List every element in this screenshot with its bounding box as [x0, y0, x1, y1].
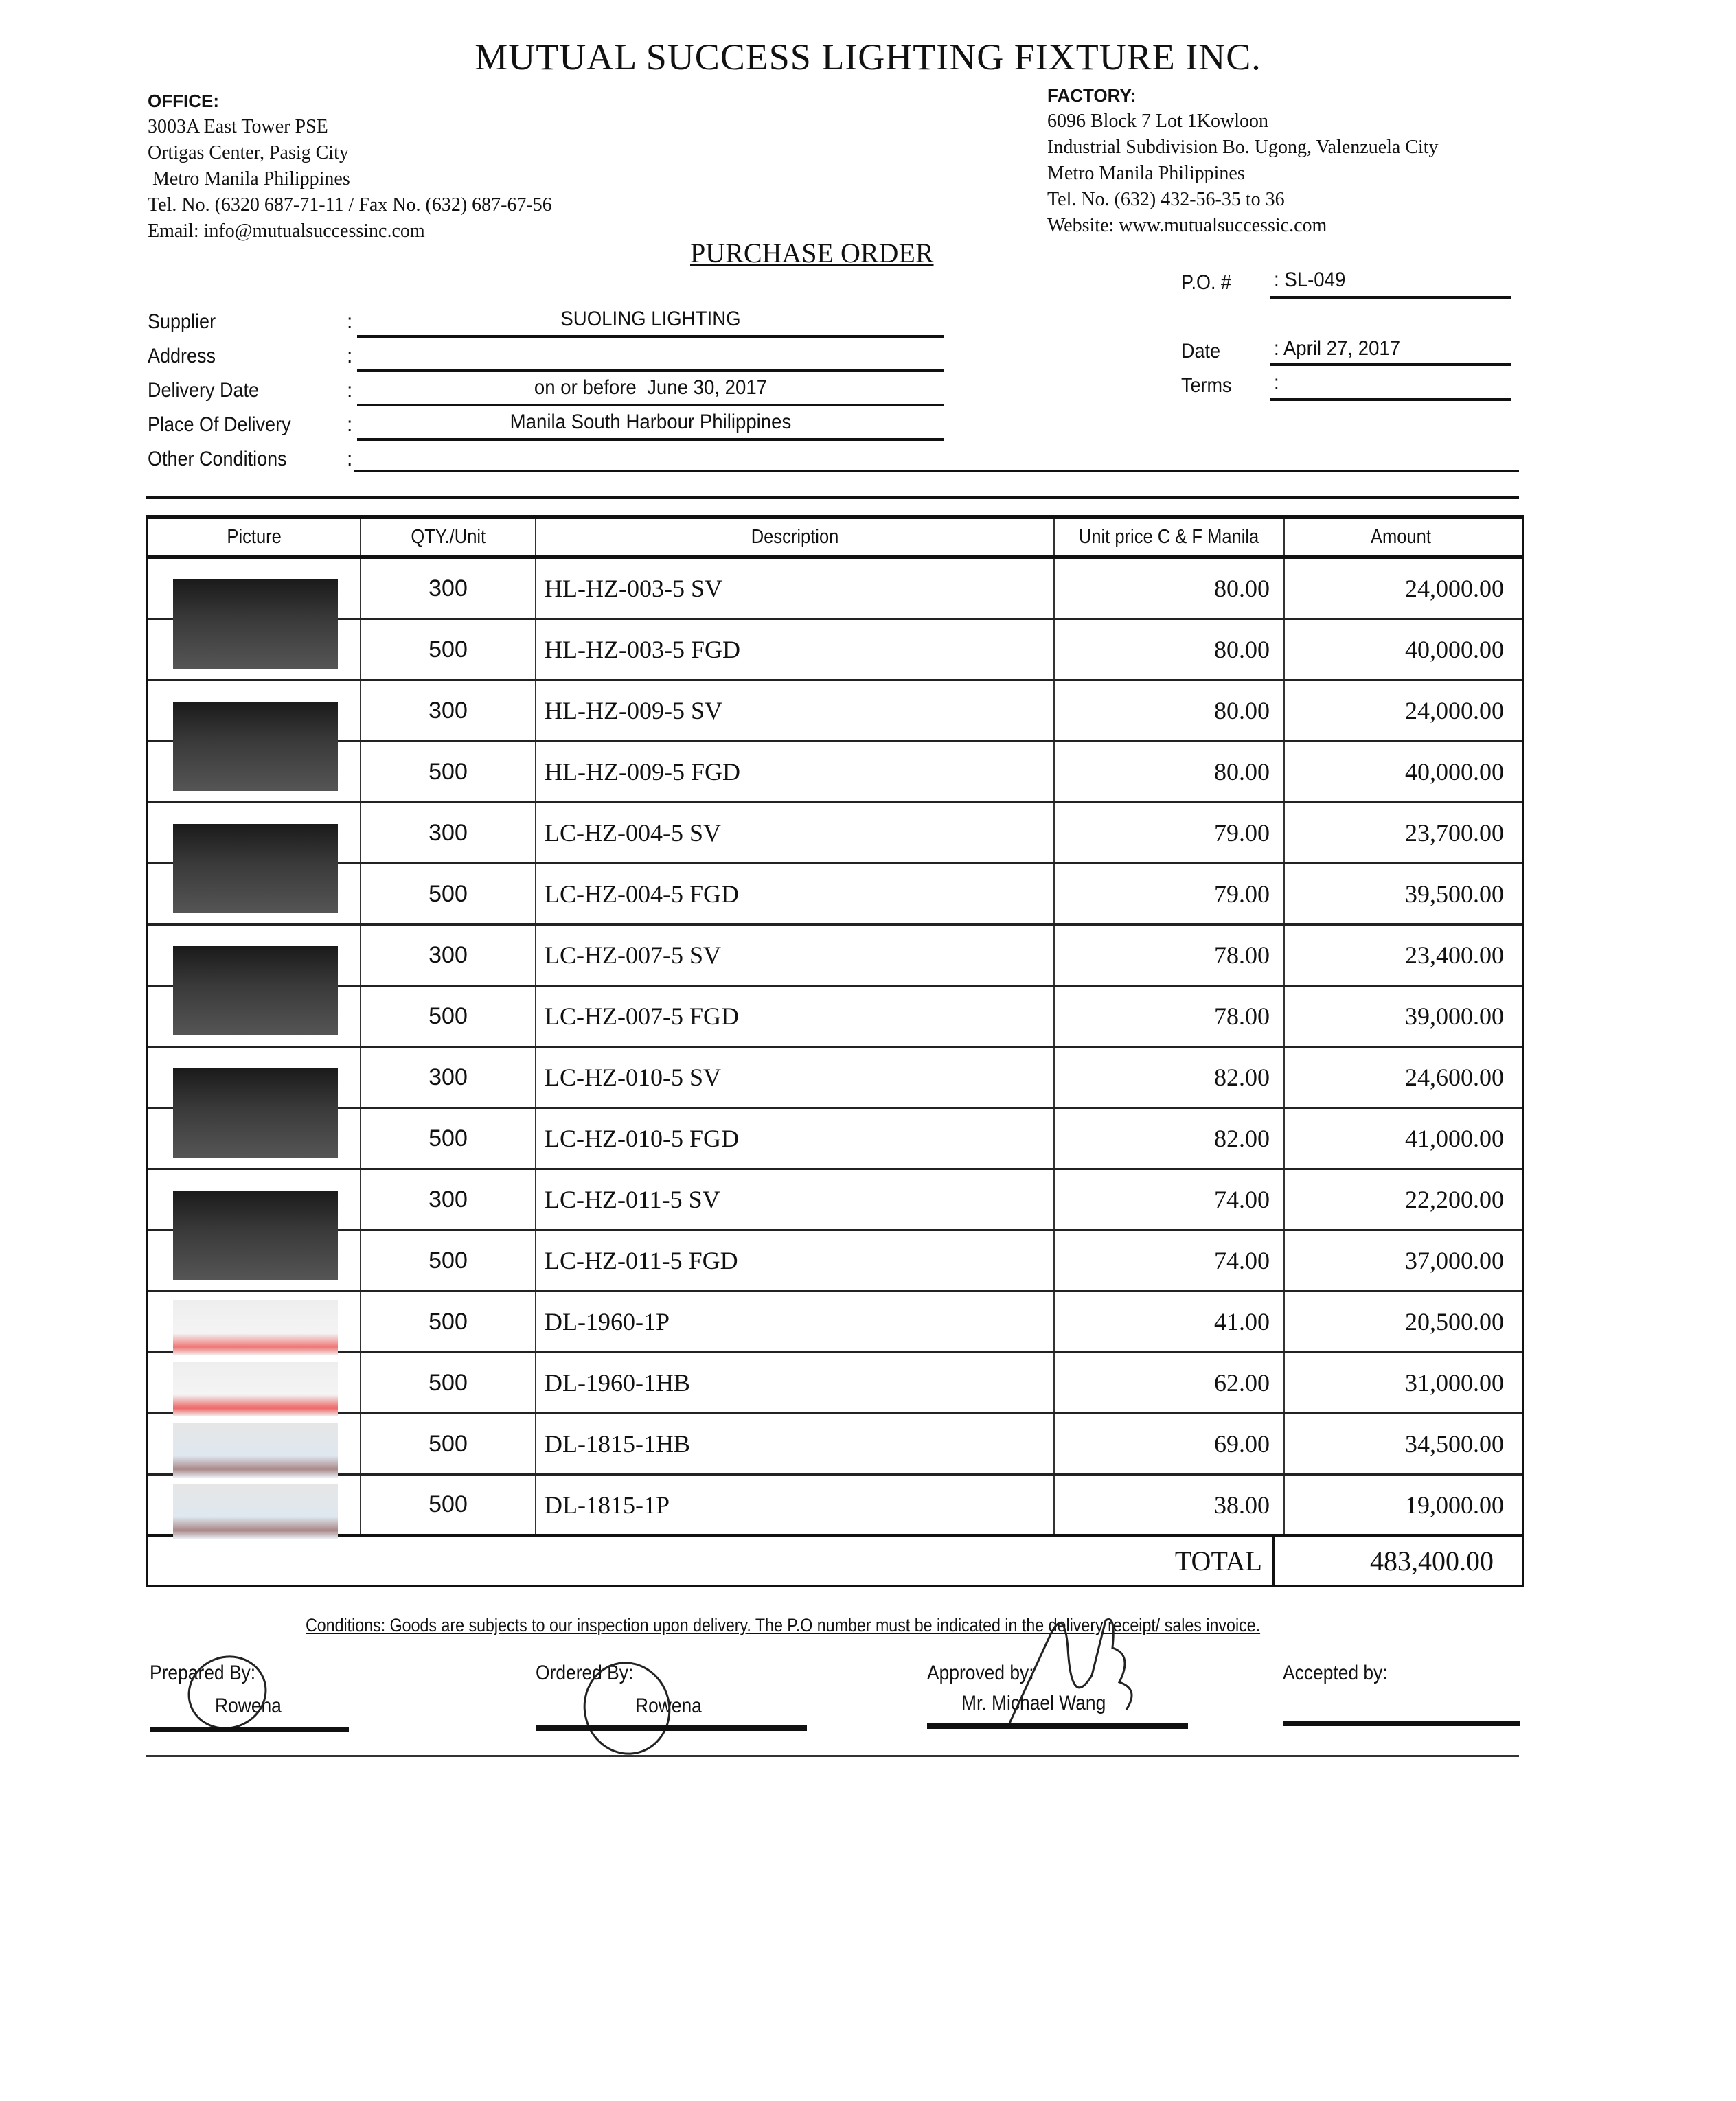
signature-line — [927, 1723, 1188, 1729]
qty-cell: 500 — [361, 1353, 536, 1412]
column-header-description: Description — [536, 519, 1055, 555]
office-heading: OFFICE: — [148, 91, 219, 111]
unit-price-cell: 80.00 — [1055, 559, 1285, 618]
delivery-date-underline — [357, 404, 944, 406]
description-cell: DL-1815-1HB — [536, 1414, 1055, 1473]
factory-address-block — [1047, 82, 1439, 239]
total-label: TOTAL — [148, 1537, 1275, 1585]
date-underline — [1270, 363, 1511, 366]
total-amount: 483,400.00 — [1370, 1545, 1494, 1576]
unit-price-cell: 74.00 — [1055, 1170, 1285, 1229]
column-header-qty: QTY./Unit — [361, 519, 536, 555]
table-row — [148, 987, 1522, 1048]
other-conditions-colon: : — [347, 448, 353, 470]
unit-price-cell: 82.00 — [1055, 1109, 1285, 1168]
factory-line: Metro Manila Philippines — [1047, 163, 1245, 184]
po-number-label: P.O. # — [1181, 271, 1232, 294]
chandelier-photo-lc-hz-011 — [173, 1191, 338, 1280]
amount-cell: 20,500.00 — [1405, 1308, 1504, 1335]
table-header-row — [148, 519, 1522, 559]
date-value: : April 27, 2017 — [1274, 337, 1401, 360]
qty-cell: 500 — [361, 1231, 536, 1290]
unit-price-cell: 80.00 — [1055, 620, 1285, 679]
address-colon: : — [347, 345, 353, 367]
po-number-value: : SL-049 — [1274, 268, 1346, 291]
signature-ordered-by — [536, 1662, 824, 1737]
column-header-amount: Amount — [1370, 526, 1431, 548]
place-of-delivery-value: Manila South Harbour Philippines — [510, 411, 792, 433]
table-row — [148, 1476, 1522, 1537]
table-row — [148, 803, 1522, 864]
line-items-table — [146, 515, 1524, 1587]
description-cell: LC-HZ-004-5 SV — [536, 803, 1055, 862]
amount-cell: 23,700.00 — [1405, 819, 1504, 847]
description-cell: HL-HZ-009-5 FGD — [536, 742, 1055, 801]
approved-by-name: Mr. Michael Wang — [961, 1692, 1106, 1714]
unit-price-cell: 79.00 — [1055, 803, 1285, 862]
qty-cell: 500 — [361, 620, 536, 679]
unit-price-cell: 80.00 — [1055, 681, 1285, 740]
table-row — [148, 559, 1522, 620]
section-divider — [146, 496, 1519, 499]
amount-cell: 34,500.00 — [1405, 1430, 1504, 1458]
date-label: Date — [1181, 340, 1221, 363]
chandelier-photo-lc-hz-007 — [173, 946, 338, 1035]
description-cell: LC-HZ-011-5 FGD — [536, 1231, 1055, 1290]
place-of-delivery-underline — [357, 438, 944, 441]
office-phone: Tel. No. (6320 687-71-11 / Fax No. (632) 687-67-56 — [148, 194, 552, 216]
accepted-by-label: Accepted by: — [1283, 1662, 1388, 1684]
pendant-photo-dl-1815-1p — [173, 1484, 338, 1539]
terms-underline — [1270, 398, 1511, 401]
factory-phone: Tel. No. (632) 432-56-35 to 36 — [1047, 189, 1285, 210]
office-line: Metro Manila Philippines — [148, 168, 350, 190]
unit-price-cell: 82.00 — [1055, 1048, 1285, 1107]
description-cell: LC-HZ-010-5 FGD — [536, 1109, 1055, 1168]
conditions-note: Conditions: Goods are subjects to our inspection upon delivery. The P.O number must be indicated in the delivery receipt/ sales invoice. — [306, 1615, 1261, 1635]
factory-website: Website: www.mutualsuccessic.com — [1047, 215, 1327, 236]
description-cell: LC-HZ-010-5 SV — [536, 1048, 1055, 1107]
total-row — [148, 1537, 1522, 1585]
terms-label: Terms — [1181, 374, 1232, 397]
terms-value: : — [1274, 371, 1279, 394]
amount-cell: 19,000.00 — [1405, 1491, 1504, 1519]
ordered-by-name: Rowena — [635, 1695, 702, 1717]
unit-price-cell: 78.00 — [1055, 926, 1285, 985]
approved-by-label: Approved by: — [927, 1662, 1034, 1684]
table-body — [148, 559, 1522, 1537]
company-name: MUTUAL SUCCESS LIGHTING FIXTURE INC. — [475, 36, 1261, 78]
description-cell: DL-1960-1P — [536, 1292, 1055, 1351]
amount-cell: 24,000.00 — [1405, 575, 1504, 602]
supplier-value: SUOLING LIGHTING — [560, 308, 741, 330]
chandelier-photo-hl-hz-009 — [173, 702, 338, 791]
signature-scribble-icon — [1003, 1607, 1154, 1730]
description-cell: LC-HZ-011-5 SV — [536, 1170, 1055, 1229]
office-address-block — [148, 88, 552, 244]
unit-price-cell: 69.00 — [1055, 1414, 1285, 1473]
amount-cell: 24,000.00 — [1405, 697, 1504, 724]
po-number-underline — [1270, 296, 1511, 299]
description-cell: HL-HZ-003-5 FGD — [536, 620, 1055, 679]
qty-cell: 500 — [361, 1292, 536, 1351]
qty-cell: 300 — [361, 926, 536, 985]
description-cell: HL-HZ-009-5 SV — [536, 681, 1055, 740]
amount-cell: 39,000.00 — [1405, 1002, 1504, 1030]
column-header-unit-price: Unit price C & F Manila — [1055, 519, 1285, 555]
amount-cell: 31,000.00 — [1405, 1369, 1504, 1397]
qty-cell: 300 — [361, 1048, 536, 1107]
table-row — [148, 1414, 1522, 1476]
chandelier-photo-lc-hz-010 — [173, 1068, 338, 1158]
signature-line — [150, 1727, 349, 1732]
factory-line: Industrial Subdivision Bo. Ugong, Valenzuela City — [1047, 137, 1439, 158]
qty-cell: 500 — [361, 742, 536, 801]
table-row — [148, 681, 1522, 742]
supplier-underline — [357, 335, 944, 338]
table-row — [148, 926, 1522, 987]
qty-cell: 300 — [361, 1170, 536, 1229]
table-row — [148, 1353, 1522, 1414]
amount-cell: 39,500.00 — [1405, 880, 1504, 908]
qty-cell: 500 — [361, 1109, 536, 1168]
table-row — [148, 1109, 1522, 1170]
unit-price-cell: 80.00 — [1055, 742, 1285, 801]
delivery-date-label: Delivery Date — [148, 379, 260, 402]
supplier-colon: : — [347, 310, 353, 333]
factory-heading: FACTORY: — [1047, 85, 1137, 106]
signature-line — [536, 1725, 807, 1731]
amount-cell: 40,000.00 — [1405, 758, 1504, 785]
address-label: Address — [148, 345, 216, 367]
document-title: PURCHASE ORDER — [690, 238, 934, 268]
pendant-photo-dl-1960-1p — [173, 1300, 338, 1355]
other-conditions-label: Other Conditions — [148, 448, 287, 470]
qty-cell: 300 — [361, 559, 536, 618]
unit-price-cell: 38.00 — [1055, 1476, 1285, 1534]
amount-cell: 22,200.00 — [1405, 1186, 1504, 1213]
amount-cell: 41,000.00 — [1405, 1125, 1504, 1152]
description-cell: LC-HZ-007-5 SV — [536, 926, 1055, 985]
supplier-label: Supplier — [148, 310, 216, 333]
qty-cell: 300 — [361, 803, 536, 862]
signature-accepted-by — [1283, 1662, 1523, 1737]
qty-cell: 500 — [361, 1476, 536, 1534]
unit-price-cell: 41.00 — [1055, 1292, 1285, 1351]
address-underline — [357, 369, 944, 372]
place-of-delivery-label: Place Of Delivery — [148, 413, 291, 436]
place-of-delivery-colon: : — [347, 413, 353, 436]
table-row — [148, 864, 1522, 926]
amount-cell: 40,000.00 — [1405, 636, 1504, 663]
other-conditions-underline — [354, 470, 1519, 472]
qty-cell: 500 — [361, 987, 536, 1046]
table-row — [148, 742, 1522, 803]
qty-cell: 500 — [361, 864, 536, 923]
description-cell: DL-1815-1P — [536, 1476, 1055, 1534]
office-line: 3003A East Tower PSE — [148, 116, 328, 137]
unit-price-cell: 62.00 — [1055, 1353, 1285, 1412]
chandelier-photo-lc-hz-004 — [173, 824, 338, 913]
description-cell: HL-HZ-003-5 SV — [536, 559, 1055, 618]
signature-prepared-by — [150, 1662, 356, 1737]
office-line: Ortigas Center, Pasig City — [148, 142, 349, 163]
qty-cell: 300 — [361, 681, 536, 740]
column-header-picture: Picture — [148, 519, 361, 555]
table-row — [148, 1048, 1522, 1109]
ordered-by-label: Ordered By: — [536, 1662, 634, 1684]
signature-scribble-icon — [177, 1644, 277, 1740]
unit-price-cell: 74.00 — [1055, 1231, 1285, 1290]
delivery-date-colon: : — [347, 379, 353, 402]
table-row — [148, 1231, 1522, 1292]
po-meta — [1181, 268, 1524, 409]
factory-line: 6096 Block 7 Lot 1Kowloon — [1047, 111, 1268, 132]
description-cell: DL-1960-1HB — [536, 1353, 1055, 1412]
amount-cell: 23,400.00 — [1405, 941, 1504, 969]
description-cell: LC-HZ-004-5 FGD — [536, 864, 1055, 923]
signature-line — [1283, 1721, 1520, 1726]
table-row — [148, 620, 1522, 681]
signature-approved-by — [927, 1662, 1215, 1737]
description-cell: LC-HZ-007-5 FGD — [536, 987, 1055, 1046]
unit-price-cell: 79.00 — [1055, 864, 1285, 923]
bottom-divider — [146, 1755, 1519, 1757]
pendant-photo-dl-1960-1hb — [173, 1362, 338, 1416]
qty-cell: 500 — [361, 1414, 536, 1473]
amount-cell: 37,000.00 — [1405, 1247, 1504, 1274]
office-email: Email: info@mutualsuccessinc.com — [148, 220, 425, 242]
table-row — [148, 1170, 1522, 1231]
chandelier-photo-hl-hz-003 — [173, 579, 338, 669]
table-row — [148, 1292, 1522, 1353]
unit-price-cell: 78.00 — [1055, 987, 1285, 1046]
pendant-photo-dl-1815-1hb — [173, 1423, 338, 1478]
amount-cell: 24,600.00 — [1405, 1064, 1504, 1091]
delivery-date-value: on or before June 30, 2017 — [534, 376, 768, 399]
prepared-by-label: Prepared By: — [150, 1662, 256, 1684]
prepared-by-name: Rowena — [215, 1695, 282, 1717]
